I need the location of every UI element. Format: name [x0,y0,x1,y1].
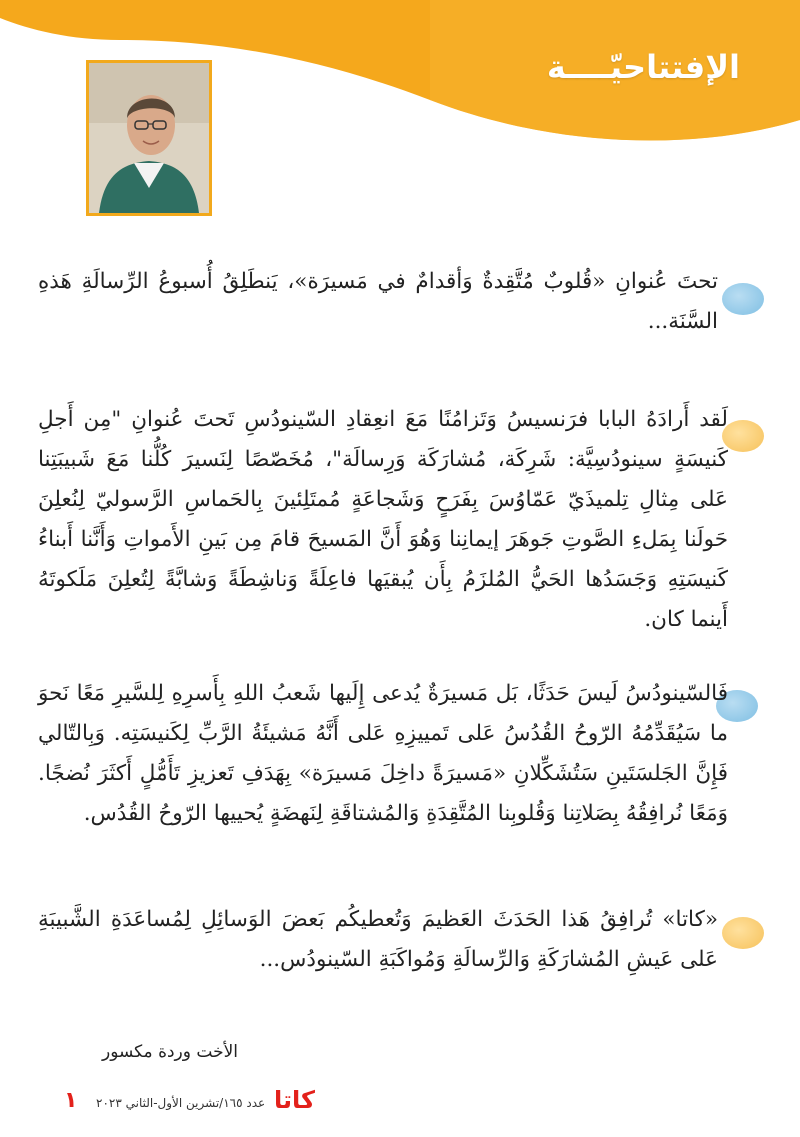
issue-info: عدد ١٦٥/تشرين الأول-الثاني ٢٠٢٣ [96,1096,266,1110]
paragraph-1: تحتَ عُنوانِ «قُلوبٌ مُتَّقِدةٌ وَأقدامٌ في مَسيرَة»، يَنطَلِقُ أُسبوعُ الرِّسالَةِ هَذهِ السَّنَة... [38,269,718,334]
paragraph-4: «كاتا» تُرافِقُ هَذا الحَدَثَ العَظيمَ وَتُعطيكُم بَعضَ الوَسائِلِ لِمُساعَدَةِ الشَّبيبَةِ عَلى عَيشِ المُشارَكَةِ وَالرِّسالَةِ وَمُواكَبَةِ السّينودُس... [38,907,718,972]
paragraph-3: فَالسّينودُسُ لَيسَ حَدَثًا، بَل مَسيرَةٌ يُدعى إِلَيها شَعبُ اللهِ بِأَسرِهِ لِلسَّيرِ مَعًا نَحوَ ما سَيُقَدِّمُهُ الرّوحُ القُدُسُ عَلى تَمييزِهِ عَلى أَنَّهُ مَشيئَةُ الرَّبِّ لِكَنيسَتِه. وَبِالتّالي فَإِنَّ الجَلسَتَينِ سَتُشَكِّلانِ «مَسيرَةً داخِلَ مَسيرَة» بِهَدَفِ تَعزيزِ تَأَمُّلٍ أَكثَرَ نُضجًا. وَمَعًا نُرافِقُهُ بِصَلاتِنا وَقُلوبِنا المُتَّقِدَةِ وَالمُشتاقَةِ لِنَهضَةٍ يُحييها الرّوحُ القُدُس. [38,681,728,826]
paragraph-2: لَقد أَرادَهُ البابا فرَنسيسُ وَتَزامُنًا مَعَ انعِقادِ السّينودُسِ تَحتَ عُنوانِ "مِن أَجلِ كَنيسَةٍ سينودُسِيَّة: شَرِكَة، مُشارَكَة وَرِسالَة"، مُخَصّصًا لِنَسيرَ كُلُّنا مَعَ شَبيبَتِنا عَلى مِثالِ تِلميذَيّ عَمّاوُسَ بِفَرَحٍ وَشَجاعَةٍ مُمتَلِئينَ بِالحَماسِ الرَّسوليّ لِنُعلِنَ حَولَنا بِمَلءِ الصَّوتِ جَوهَرَ إيمانِنا وَهُوَ أَنَّ المَسيحَ قامَ مِن بَينِ الأَمواتِ وَأَنَّنا أَبناءُ كَنيسَتِهِ وَجَسَدُها الحَيُّ المُلزَمُ بِأَن يُبقيَها فاعِلَةً وَناشِطَةً وَشابَّةً لِتُعلِنَ مَلَكوتَهُ أَينما كان. [38,407,728,632]
page-number: ١ [64,1088,78,1113]
paragraph-bullet [722,420,764,452]
brand-logo: كاتا [274,1086,315,1114]
author-signature: الأخت وردة مكسور [102,1042,238,1062]
paragraph-bullet [722,283,764,315]
author-photo [86,60,212,216]
page-title: الإفتتاحيّــــة [546,48,740,86]
paragraph-bullet [722,917,764,949]
